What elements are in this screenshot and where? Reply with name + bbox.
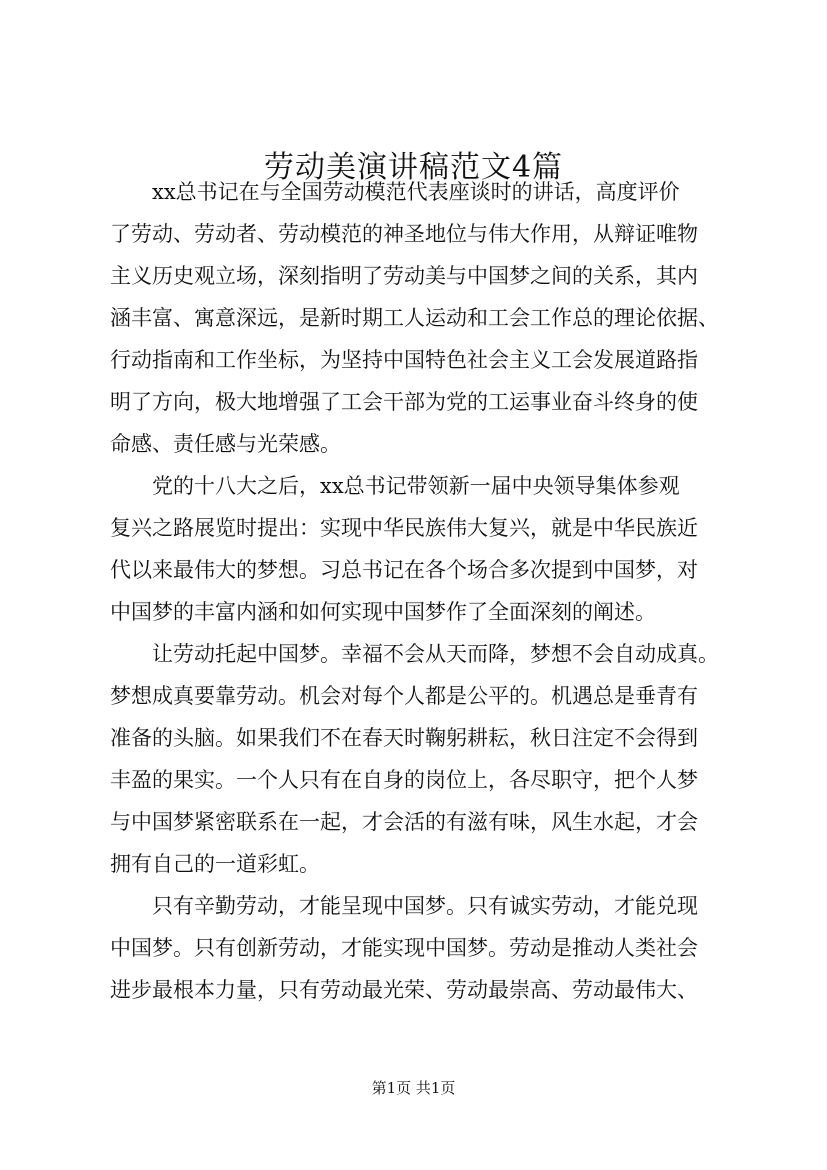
paragraph-2-line-2: 复兴之路展览时提出：实现中华民族伟大复兴，就是中华民族近 [110,516,698,540]
document-title: 劳动美演讲稿范文4篇 [263,150,564,185]
paragraph-3-line-2: 梦想成真要靠劳动。机会对每个人都是公平的。机遇总是垂青有 [110,684,698,708]
paragraph-2-line-4: 中国梦的丰富内涵和如何实现中国梦作了全面深刻的阐述。 [110,600,656,624]
paragraph-1-line-5: 行动指南和工作坐标，为坚持中国特色社会主义工会发展道路指 [110,348,698,372]
paragraph-2-line-3: 代以来最伟大的梦想。习总书记在各个场合多次提到中国梦，对 [110,558,698,582]
paragraph-1-line-6: 明了方向，极大地增强了工会干部为党的工运事业奋斗终身的使 [110,390,698,414]
paragraph-3-line-4: 丰盈的果实。一个人只有在自身的岗位上，各尽职守，把个人梦 [110,768,698,792]
paragraph-3-line-5: 与中国梦紧密联系在一起，才会活的有滋有味，风生水起，才会 [110,810,698,834]
paragraph-4-line-3: 进步最根本力量，只有劳动最光荣、劳动最崇高、劳动最伟大、 [110,978,698,1002]
document-body [110,171,730,1011]
paragraph-3-line-6: 拥有自己的一道彩虹。 [110,852,320,876]
paragraph-1-line-2: 了劳动、劳动者、劳动模范的神圣地位与伟大作用，从辩证唯物 [110,222,698,246]
page-footer: 第1页 共1页 [371,1079,456,1097]
paragraph-3-line-1: 让劳动托起中国梦。幸福不会从天而降，梦想不会自动成真。 [152,642,719,666]
paragraph-4-line-1: 只有辛勤劳动，才能呈现中国梦。只有诚实劳动，才能兑现 [152,894,698,918]
paragraph-1-line-7: 命感、责任感与光荣感。 [110,432,341,456]
paragraph-4-line-2: 中国梦。只有创新劳动，才能实现中国梦。劳动是推动人类社会 [110,936,698,960]
paragraph-1-line-3: 主义历史观立场，深刻指明了劳动美与中国梦之间的关系，其内 [110,264,698,288]
paragraph-1-line-1: xx总书记在与全国劳动模范代表座谈时的讲话，高度评价 [152,180,680,204]
paragraph-3-line-3: 准备的头脑。如果我们不在春天时鞠躬耕耘，秋日注定不会得到 [110,726,698,750]
paragraph-1-line-4: 涵丰富、寓意深远，是新时期工人运动和工会工作总的理论依据、 [110,306,719,330]
paragraph-2-line-1: 党的十八大之后，xx总书记带领新一届中央领导集体参观 [152,474,680,498]
